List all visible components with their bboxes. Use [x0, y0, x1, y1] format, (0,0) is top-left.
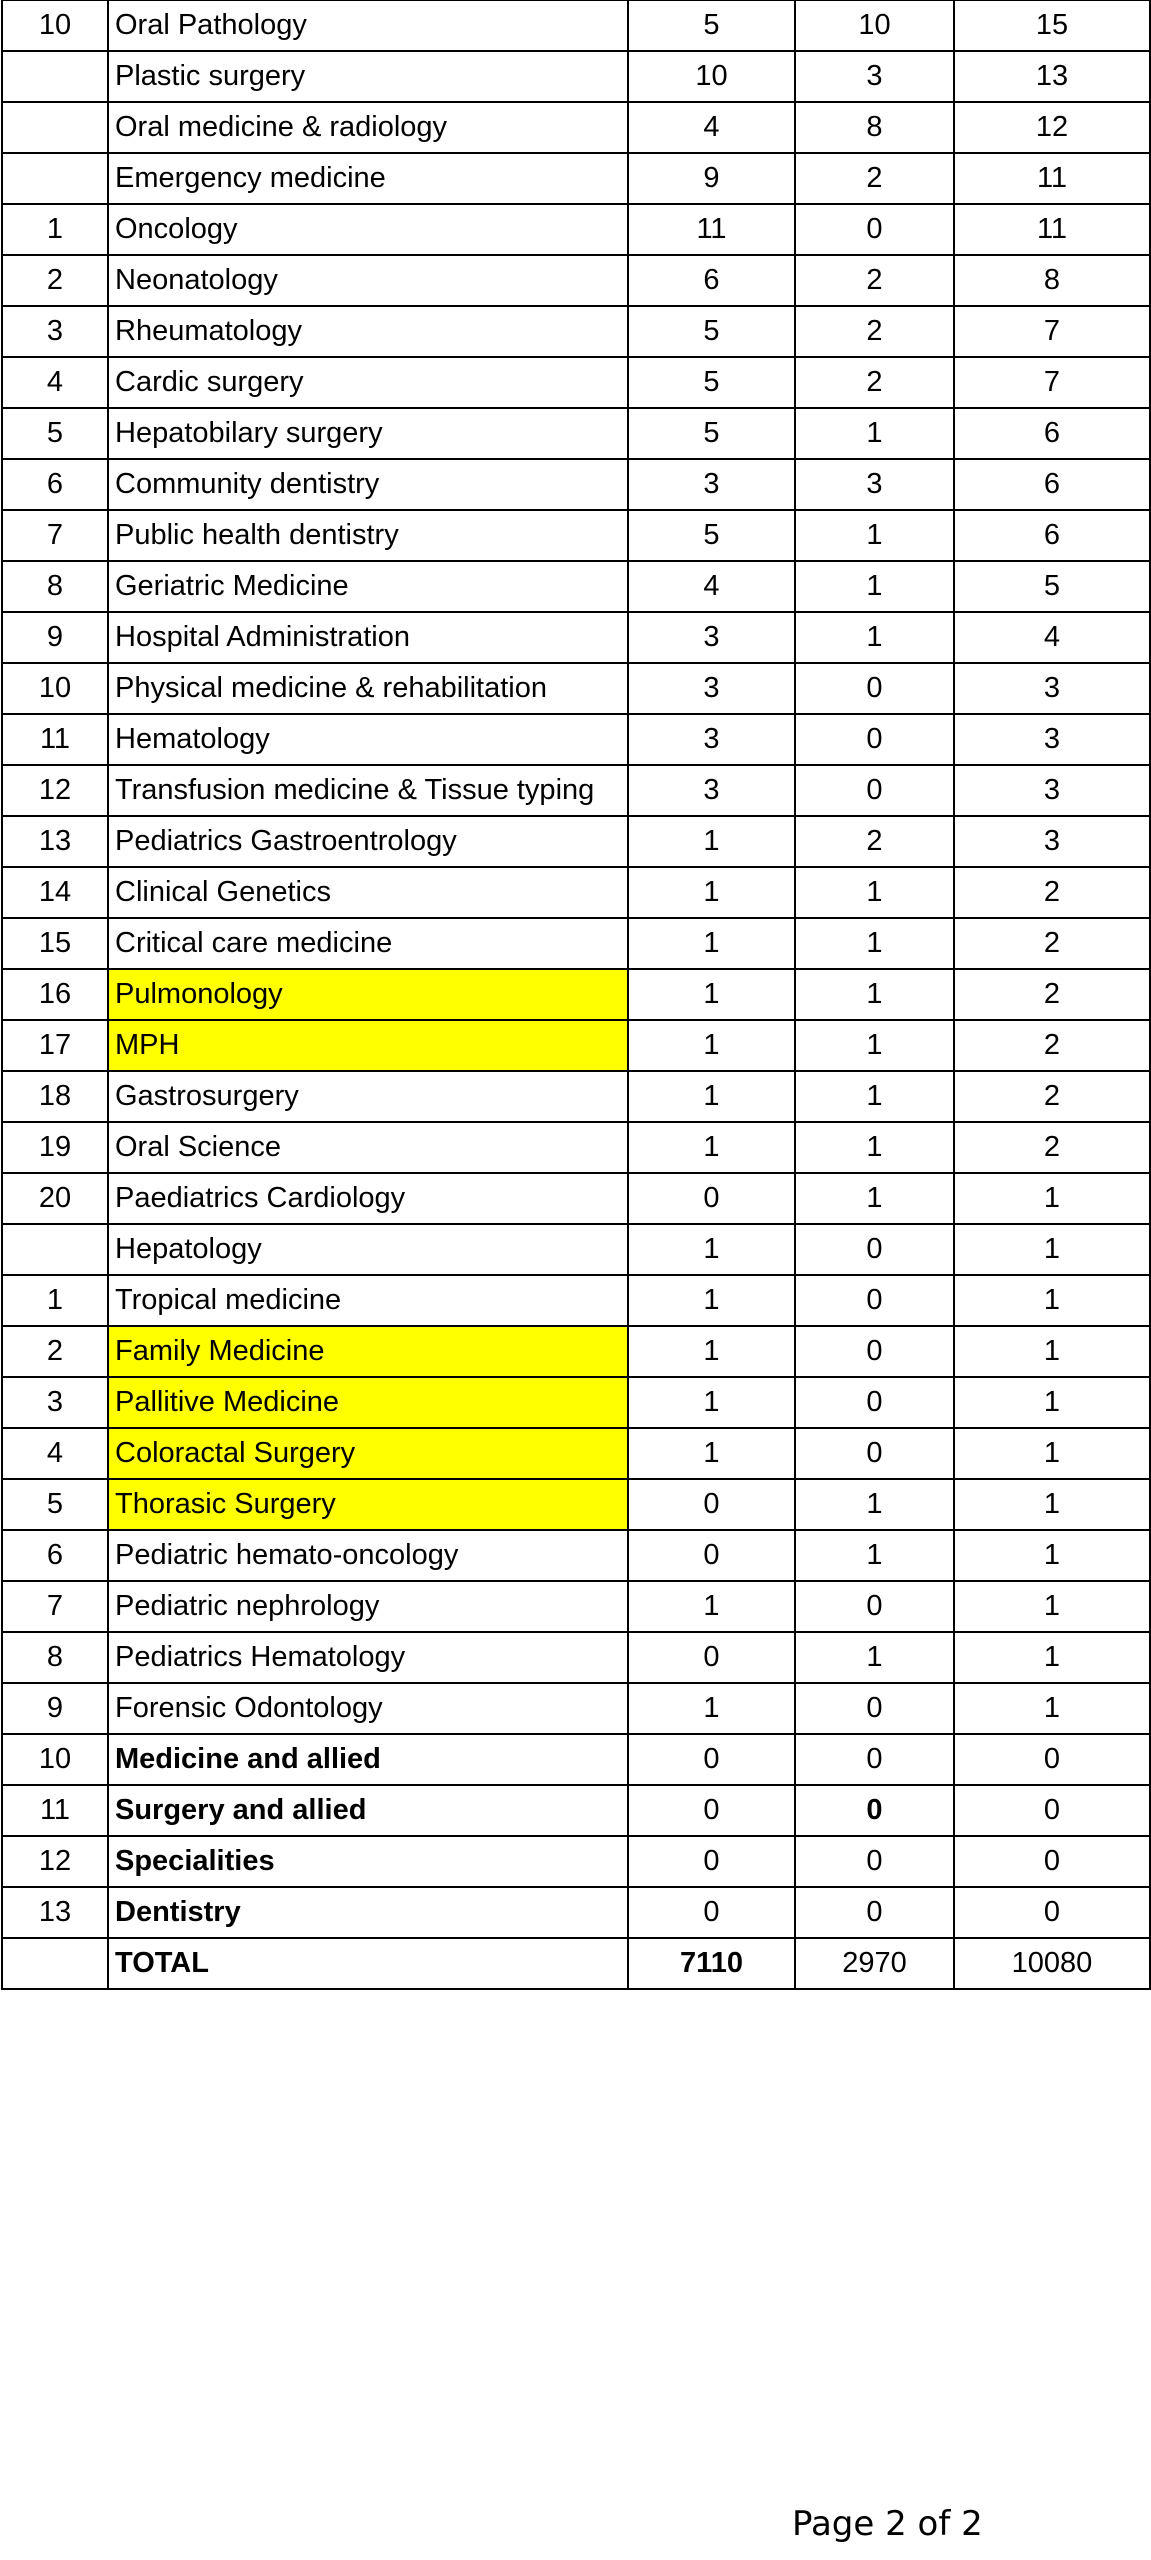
- specialty-name-cell: Pulmonology: [108, 969, 628, 1020]
- count-a-cell: 11: [628, 204, 795, 255]
- count-b-cell: 1: [795, 969, 954, 1020]
- total-cell: 1: [954, 1173, 1150, 1224]
- table-row: [2, 459, 1150, 510]
- serial-number-cell: 1: [2, 204, 108, 255]
- count-b-cell: 0: [795, 1326, 954, 1377]
- total-cell: 2: [954, 867, 1150, 918]
- specialty-name-cell: Hospital Administration: [108, 612, 628, 663]
- serial-number-cell: 7: [2, 1581, 108, 1632]
- count-b-cell: 2970: [795, 1938, 954, 1989]
- count-a-cell: 10: [628, 51, 795, 102]
- serial-number-cell: 10: [2, 0, 108, 51]
- count-a-cell: 0: [628, 1734, 795, 1785]
- table-row: [2, 1785, 1150, 1836]
- specialty-name-cell: Dentistry: [108, 1887, 628, 1938]
- total-cell: 6: [954, 408, 1150, 459]
- count-a-cell: 0: [628, 1785, 795, 1836]
- count-a-cell: 1: [628, 1020, 795, 1071]
- specialty-name-cell: Hepatology: [108, 1224, 628, 1275]
- serial-number-cell: 2: [2, 1326, 108, 1377]
- count-a-cell: 1: [628, 1581, 795, 1632]
- count-a-cell: 0: [628, 1836, 795, 1887]
- serial-number-cell: 11: [2, 1785, 108, 1836]
- count-a-cell: 1: [628, 867, 795, 918]
- count-a-cell: 0: [628, 1530, 795, 1581]
- table-row: [2, 1836, 1150, 1887]
- table-row: [2, 306, 1150, 357]
- count-b-cell: 0: [795, 1734, 954, 1785]
- total-cell: 3: [954, 663, 1150, 714]
- count-b-cell: 0: [795, 1836, 954, 1887]
- total-cell: 7: [954, 357, 1150, 408]
- count-a-cell: 1: [628, 1683, 795, 1734]
- count-b-cell: 0: [795, 714, 954, 765]
- table-row: [2, 1530, 1150, 1581]
- count-b-cell: 0: [795, 1428, 954, 1479]
- total-cell: 4: [954, 612, 1150, 663]
- serial-number-cell: 2: [2, 255, 108, 306]
- count-a-cell: 1: [628, 969, 795, 1020]
- specialty-name-cell: Oral Pathology: [108, 0, 628, 51]
- count-a-cell: 5: [628, 510, 795, 561]
- serial-number-cell: [2, 1938, 108, 1989]
- count-b-cell: 0: [795, 1581, 954, 1632]
- count-b-cell: 3: [795, 459, 954, 510]
- serial-number-cell: 10: [2, 1734, 108, 1785]
- count-a-cell: 0: [628, 1887, 795, 1938]
- count-a-cell: 1: [628, 1275, 795, 1326]
- count-b-cell: 0: [795, 663, 954, 714]
- count-b-cell: 1: [795, 1122, 954, 1173]
- serial-number-cell: 12: [2, 765, 108, 816]
- specialty-name-cell: Medicine and allied: [108, 1734, 628, 1785]
- specialty-name-cell: Pediatric hemato-oncology: [108, 1530, 628, 1581]
- table-row: [2, 1173, 1150, 1224]
- count-a-cell: 1: [628, 918, 795, 969]
- specialty-name-cell: Thorasic Surgery: [108, 1479, 628, 1530]
- total-cell: 2: [954, 918, 1150, 969]
- specialty-name-cell: Coloractal Surgery: [108, 1428, 628, 1479]
- serial-number-cell: 9: [2, 612, 108, 663]
- count-b-cell: 1: [795, 867, 954, 918]
- count-b-cell: 2: [795, 306, 954, 357]
- total-cell: 2: [954, 1071, 1150, 1122]
- serial-number-cell: 1: [2, 1275, 108, 1326]
- table-row: [2, 102, 1150, 153]
- count-a-cell: 1: [628, 1428, 795, 1479]
- count-b-cell: 8: [795, 102, 954, 153]
- specialty-name-cell: Family Medicine: [108, 1326, 628, 1377]
- count-a-cell: 1: [628, 1377, 795, 1428]
- total-cell: 13: [954, 51, 1150, 102]
- specialty-name-cell: Specialities: [108, 1836, 628, 1887]
- total-cell: 0: [954, 1887, 1150, 1938]
- serial-number-cell: 13: [2, 816, 108, 867]
- table-row: [2, 204, 1150, 255]
- serial-number-cell: 3: [2, 1377, 108, 1428]
- table-row: [2, 1020, 1150, 1071]
- serial-number-cell: 16: [2, 969, 108, 1020]
- table-body: [2, 0, 1150, 1989]
- specialty-name-cell: Pediatrics Gastroentrology: [108, 816, 628, 867]
- count-b-cell: 1: [795, 510, 954, 561]
- total-cell: 0: [954, 1785, 1150, 1836]
- serial-number-cell: 13: [2, 1887, 108, 1938]
- specialty-name-cell: Pediatrics Hematology: [108, 1632, 628, 1683]
- count-a-cell: 1: [628, 816, 795, 867]
- total-cell: 3: [954, 714, 1150, 765]
- specialty-name-cell: Forensic Odontology: [108, 1683, 628, 1734]
- serial-number-cell: 8: [2, 1632, 108, 1683]
- table-row: [2, 1122, 1150, 1173]
- total-cell: 1: [954, 1683, 1150, 1734]
- serial-number-cell: [2, 51, 108, 102]
- specialty-name-cell: Community dentistry: [108, 459, 628, 510]
- serial-number-cell: [2, 102, 108, 153]
- count-b-cell: 1: [795, 561, 954, 612]
- total-cell: 10080: [954, 1938, 1150, 1989]
- serial-number-cell: 4: [2, 357, 108, 408]
- table-row: [2, 1581, 1150, 1632]
- serial-number-cell: 14: [2, 867, 108, 918]
- table-row: [2, 1428, 1150, 1479]
- count-b-cell: 1: [795, 612, 954, 663]
- serial-number-cell: 8: [2, 561, 108, 612]
- count-b-cell: 0: [795, 765, 954, 816]
- total-cell: 3: [954, 765, 1150, 816]
- serial-number-cell: 15: [2, 918, 108, 969]
- table-row: [2, 765, 1150, 816]
- count-a-cell: 3: [628, 765, 795, 816]
- table-row: [2, 1275, 1150, 1326]
- specialty-name-cell: Surgery and allied: [108, 1785, 628, 1836]
- total-cell: 3: [954, 816, 1150, 867]
- count-a-cell: 6: [628, 255, 795, 306]
- table-row: [2, 663, 1150, 714]
- total-cell: 8: [954, 255, 1150, 306]
- count-a-cell: 4: [628, 102, 795, 153]
- table-row: [2, 255, 1150, 306]
- total-cell: 12: [954, 102, 1150, 153]
- total-cell: 2: [954, 969, 1150, 1020]
- specialty-name-cell: TOTAL: [108, 1938, 628, 1989]
- count-a-cell: 0: [628, 1479, 795, 1530]
- total-cell: 6: [954, 510, 1150, 561]
- specialty-name-cell: Geriatric Medicine: [108, 561, 628, 612]
- count-a-cell: 5: [628, 306, 795, 357]
- serial-number-cell: 6: [2, 1530, 108, 1581]
- count-a-cell: 1: [628, 1224, 795, 1275]
- specialty-name-cell: Gastrosurgery: [108, 1071, 628, 1122]
- serial-number-cell: 3: [2, 306, 108, 357]
- serial-number-cell: 6: [2, 459, 108, 510]
- table-row: [2, 1071, 1150, 1122]
- count-b-cell: 0: [795, 1887, 954, 1938]
- count-a-cell: 0: [628, 1173, 795, 1224]
- table-row: [2, 867, 1150, 918]
- specialty-name-cell: Critical care medicine: [108, 918, 628, 969]
- count-a-cell: 7110: [628, 1938, 795, 1989]
- serial-number-cell: 5: [2, 408, 108, 459]
- specialty-name-cell: Physical medicine & rehabilitation: [108, 663, 628, 714]
- total-cell: 1: [954, 1581, 1150, 1632]
- count-a-cell: 3: [628, 612, 795, 663]
- table-row: [2, 357, 1150, 408]
- total-cell: 6: [954, 459, 1150, 510]
- total-cell: 1: [954, 1530, 1150, 1581]
- count-b-cell: 1: [795, 1530, 954, 1581]
- table-row: [2, 1632, 1150, 1683]
- count-b-cell: 1: [795, 1020, 954, 1071]
- table-row: [2, 714, 1150, 765]
- count-b-cell: 1: [795, 918, 954, 969]
- specialty-name-cell: Public health dentistry: [108, 510, 628, 561]
- table-row: [2, 612, 1150, 663]
- count-b-cell: 2: [795, 255, 954, 306]
- specialty-name-cell: Clinical Genetics: [108, 867, 628, 918]
- count-b-cell: 0: [795, 1377, 954, 1428]
- total-cell: 15: [954, 0, 1150, 51]
- total-cell: 1: [954, 1428, 1150, 1479]
- table-row: [2, 510, 1150, 561]
- count-a-cell: 4: [628, 561, 795, 612]
- count-a-cell: 1: [628, 1122, 795, 1173]
- specialty-name-cell: Cardic surgery: [108, 357, 628, 408]
- count-a-cell: 3: [628, 663, 795, 714]
- table-row: [2, 1938, 1150, 1989]
- specialty-name-cell: Rheumatology: [108, 306, 628, 357]
- serial-number-cell: 18: [2, 1071, 108, 1122]
- count-a-cell: 1: [628, 1071, 795, 1122]
- count-a-cell: 5: [628, 0, 795, 51]
- table-row: [2, 153, 1150, 204]
- count-a-cell: 1: [628, 1326, 795, 1377]
- count-a-cell: 0: [628, 1632, 795, 1683]
- specialty-name-cell: Plastic surgery: [108, 51, 628, 102]
- serial-number-cell: [2, 1224, 108, 1275]
- serial-number-cell: 5: [2, 1479, 108, 1530]
- count-b-cell: 0: [795, 1683, 954, 1734]
- count-b-cell: 2: [795, 816, 954, 867]
- serial-number-cell: 9: [2, 1683, 108, 1734]
- total-cell: 2: [954, 1122, 1150, 1173]
- specialty-name-cell: Neonatology: [108, 255, 628, 306]
- serial-number-cell: 17: [2, 1020, 108, 1071]
- serial-number-cell: 12: [2, 1836, 108, 1887]
- page-number: Page 2 of 2: [792, 2504, 983, 2544]
- count-a-cell: 3: [628, 459, 795, 510]
- specialty-name-cell: Transfusion medicine & Tissue typing: [108, 765, 628, 816]
- specialty-name-cell: Paediatrics Cardiology: [108, 1173, 628, 1224]
- count-b-cell: 0: [795, 204, 954, 255]
- total-cell: 1: [954, 1275, 1150, 1326]
- serial-number-cell: 19: [2, 1122, 108, 1173]
- count-a-cell: 5: [628, 408, 795, 459]
- count-b-cell: 1: [795, 1071, 954, 1122]
- total-cell: 11: [954, 153, 1150, 204]
- count-a-cell: 5: [628, 357, 795, 408]
- table-row: [2, 816, 1150, 867]
- specialty-name-cell: Oral Science: [108, 1122, 628, 1173]
- total-cell: 11: [954, 204, 1150, 255]
- count-b-cell: 1: [795, 408, 954, 459]
- specialty-name-cell: Tropical medicine: [108, 1275, 628, 1326]
- count-b-cell: 1: [795, 1479, 954, 1530]
- total-cell: 1: [954, 1377, 1150, 1428]
- specialty-name-cell: Pallitive Medicine: [108, 1377, 628, 1428]
- total-cell: 7: [954, 306, 1150, 357]
- table-row: [2, 1734, 1150, 1785]
- table-row: [2, 0, 1150, 51]
- count-a-cell: 9: [628, 153, 795, 204]
- count-a-cell: 3: [628, 714, 795, 765]
- specialty-name-cell: MPH: [108, 1020, 628, 1071]
- count-b-cell: 3: [795, 51, 954, 102]
- specialty-name-cell: Oral medicine & radiology: [108, 102, 628, 153]
- count-b-cell: 1: [795, 1632, 954, 1683]
- specialty-name-cell: Hepatobilary surgery: [108, 408, 628, 459]
- serial-number-cell: 4: [2, 1428, 108, 1479]
- table-row: [2, 51, 1150, 102]
- specialty-name-cell: Hematology: [108, 714, 628, 765]
- table-row: [2, 1377, 1150, 1428]
- serial-number-cell: 7: [2, 510, 108, 561]
- table-row: [2, 1224, 1150, 1275]
- table-row: [2, 1683, 1150, 1734]
- table-row: [2, 561, 1150, 612]
- count-b-cell: 0: [795, 1224, 954, 1275]
- count-b-cell: 2: [795, 357, 954, 408]
- total-cell: 1: [954, 1326, 1150, 1377]
- count-b-cell: 0: [795, 1785, 954, 1836]
- count-b-cell: 0: [795, 1275, 954, 1326]
- total-cell: 5: [954, 561, 1150, 612]
- total-cell: 1: [954, 1224, 1150, 1275]
- specialty-name-cell: Pediatric nephrology: [108, 1581, 628, 1632]
- total-cell: 1: [954, 1632, 1150, 1683]
- serial-number-cell: 10: [2, 663, 108, 714]
- serial-number-cell: [2, 153, 108, 204]
- table-row: [2, 1479, 1150, 1530]
- table-row: [2, 1887, 1150, 1938]
- table-row: [2, 969, 1150, 1020]
- specialty-name-cell: Oncology: [108, 204, 628, 255]
- serial-number-cell: 20: [2, 1173, 108, 1224]
- total-cell: 2: [954, 1020, 1150, 1071]
- total-cell: 1: [954, 1479, 1150, 1530]
- table-row: [2, 408, 1150, 459]
- table-row: [2, 918, 1150, 969]
- total-cell: 0: [954, 1734, 1150, 1785]
- specialty-name-cell: Emergency medicine: [108, 153, 628, 204]
- serial-number-cell: 11: [2, 714, 108, 765]
- count-b-cell: 10: [795, 0, 954, 51]
- table-row: [2, 1326, 1150, 1377]
- count-b-cell: 2: [795, 153, 954, 204]
- total-cell: 0: [954, 1836, 1150, 1887]
- count-b-cell: 1: [795, 1173, 954, 1224]
- specialty-seats-table: [1, 0, 1151, 1990]
